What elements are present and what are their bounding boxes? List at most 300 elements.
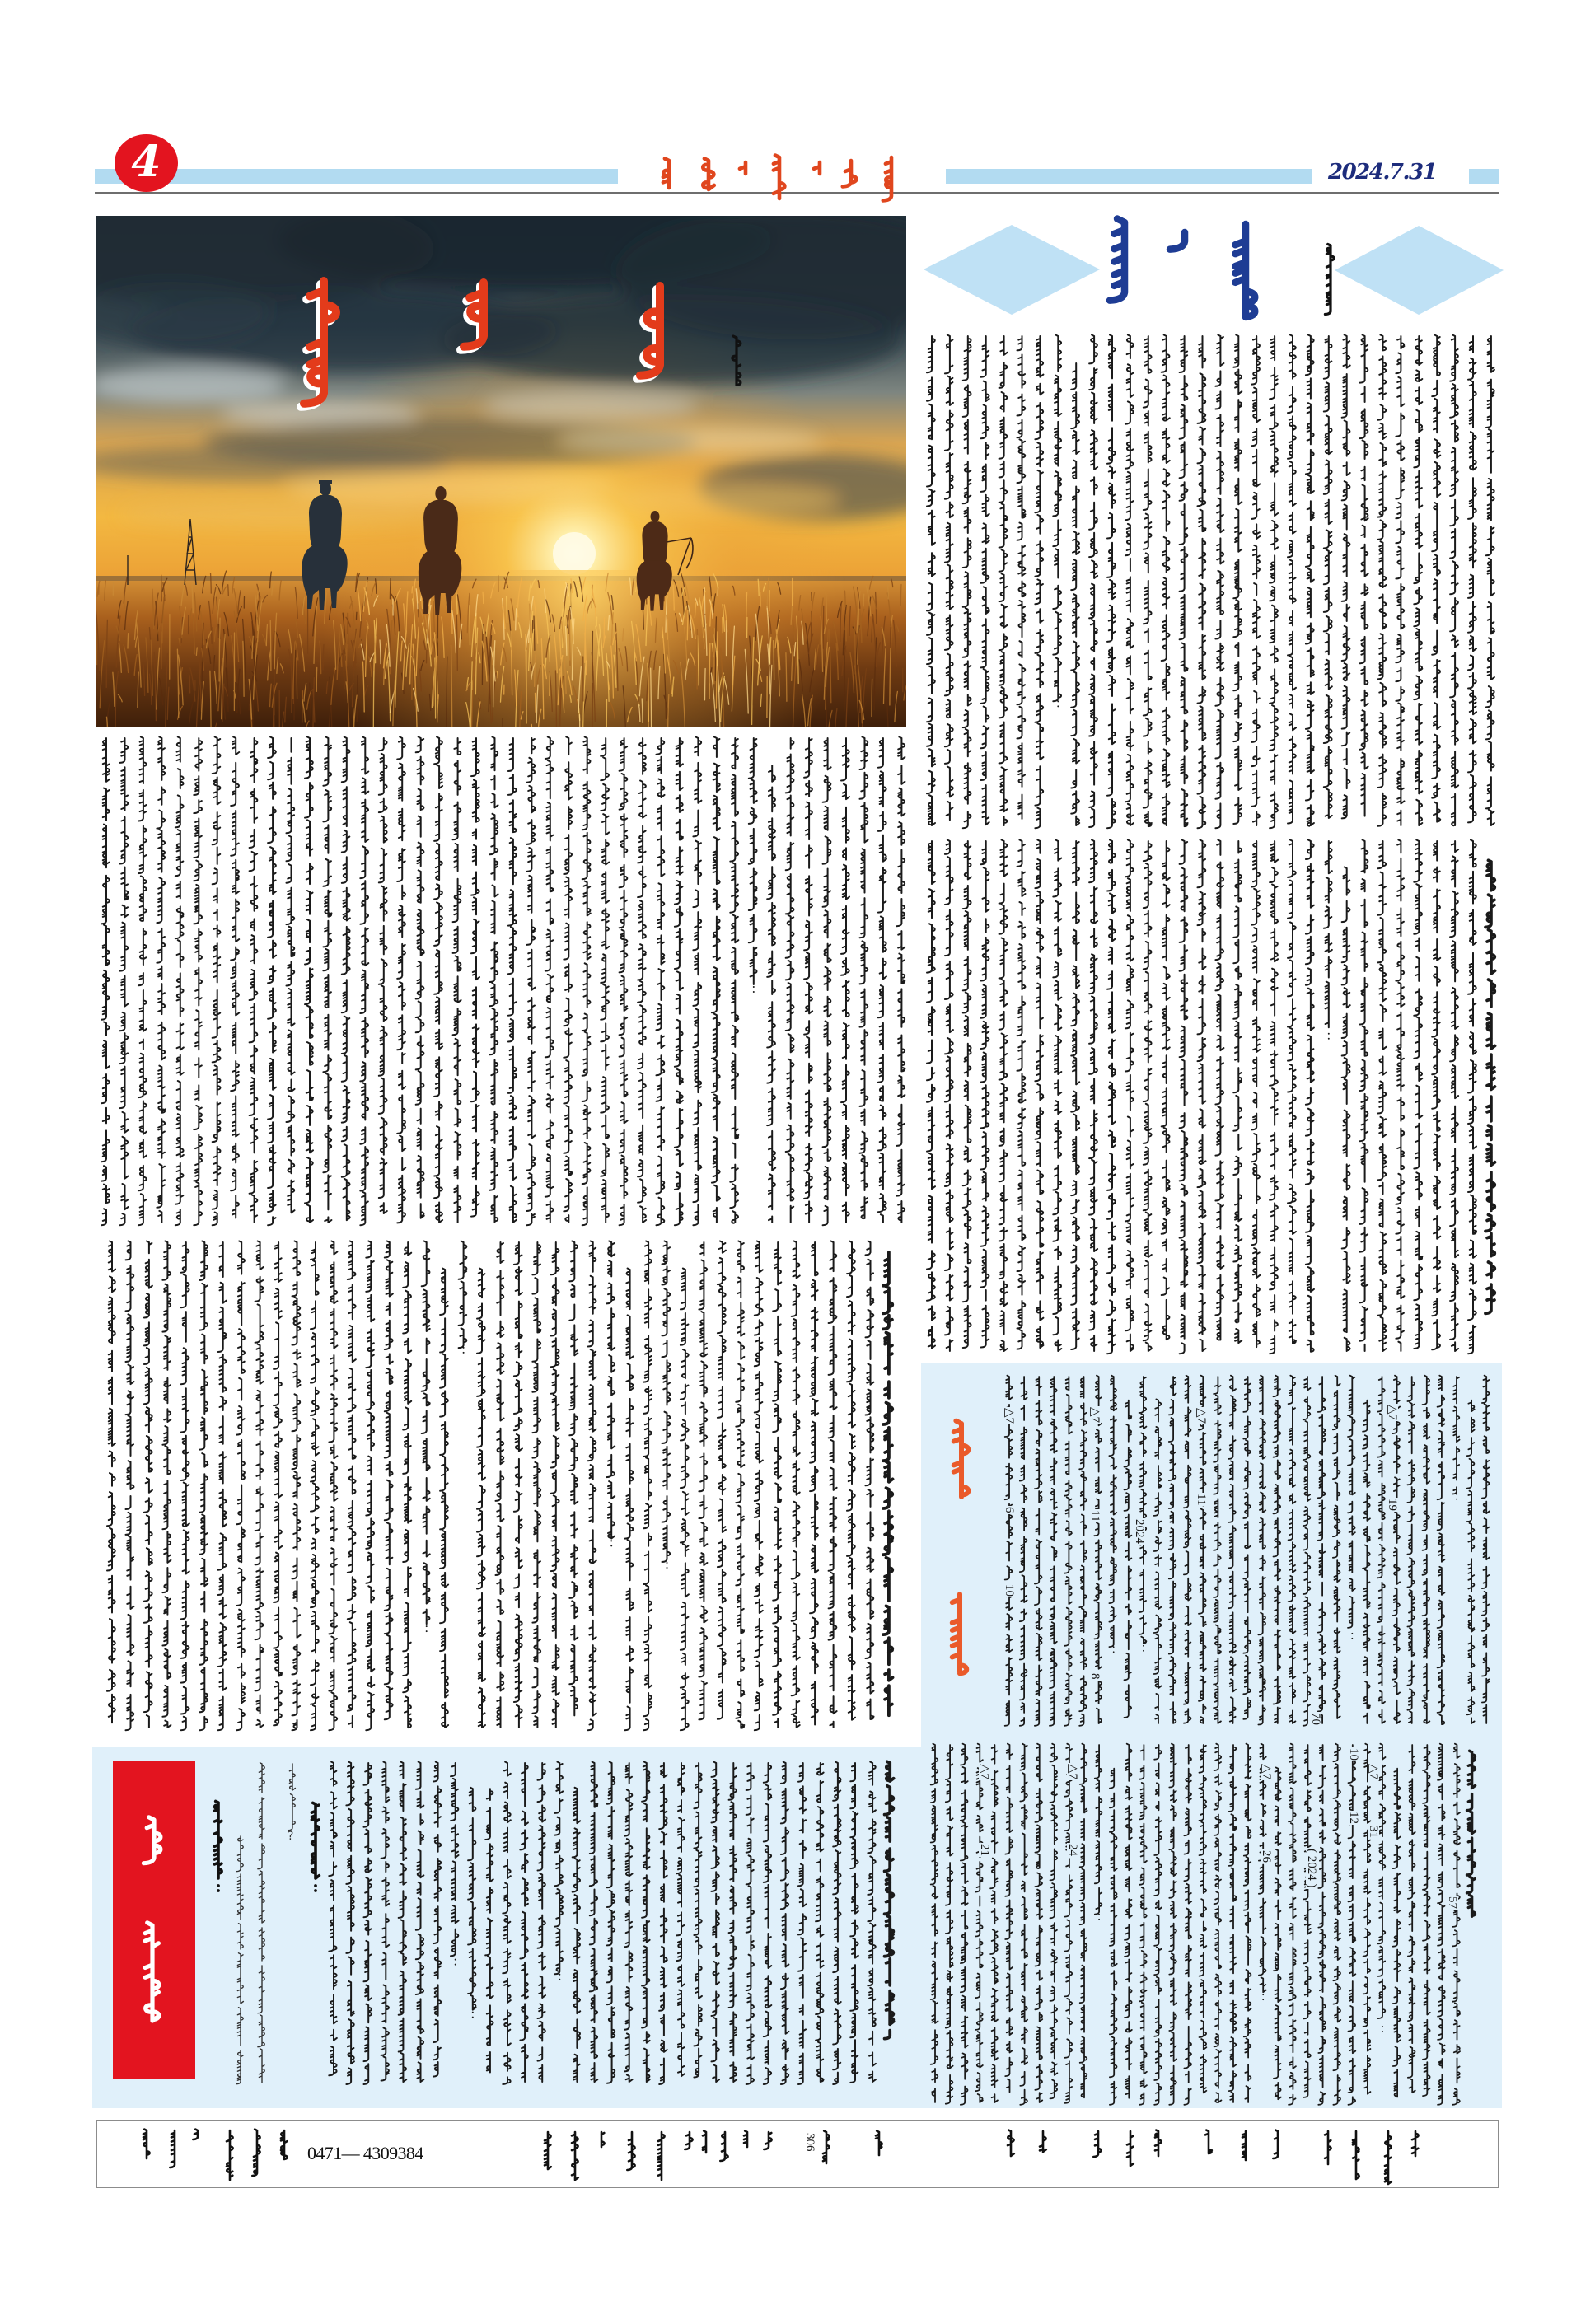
text-line: [250, 738, 258, 1223]
riddle-glyph: [237, 1874, 243, 1920]
colon-mark: [314, 1884, 317, 1887]
text-line: [624, 1763, 633, 2082]
text-line: [1393, 1769, 1401, 2097]
text-line: [1125, 1744, 1132, 2098]
brief-number: 70: [1309, 1713, 1322, 1725]
text-line: [1050, 1377, 1057, 1726]
masthead-title-glyph: [740, 162, 746, 174]
text-line: [729, 1763, 737, 2082]
text-line: [1289, 1376, 1296, 1723]
text-line: [311, 1242, 319, 1730]
text-line: [927, 841, 935, 1349]
text-line: [1180, 840, 1188, 1354]
text-line: [485, 1789, 493, 2072]
text-line: [453, 738, 461, 1223]
text-line: [1450, 335, 1458, 826]
text-line: [1139, 1745, 1147, 2105]
text-line: [1089, 840, 1097, 1352]
imprint-glyph: [1353, 2131, 1359, 2179]
text-line: [601, 738, 609, 1223]
text-line: [999, 336, 1008, 825]
text-line: [416, 1762, 424, 2082]
riddle-question-mark: ?: [288, 1830, 294, 1843]
text-line: [1199, 1376, 1206, 1723]
text-line: [477, 1269, 485, 1728]
brief-number: 8: [1088, 1673, 1102, 1680]
text-line: [1233, 841, 1242, 1343]
text-line: [606, 1241, 615, 1546]
text-line: [816, 1763, 824, 2082]
text-line: [1333, 1744, 1340, 2105]
text-line: [999, 840, 1008, 1352]
text-line: [781, 1762, 789, 2084]
brief-date-marker: △7: [1386, 1405, 1399, 1421]
riddle-heading-glyph: [214, 1801, 222, 1878]
right-article-text-lower: [924, 839, 1509, 1354]
text-line: [138, 737, 147, 1226]
imprint-glyph: [1205, 2130, 1212, 2153]
text-line: [1360, 335, 1368, 816]
brief-number: 21: [978, 1844, 991, 1856]
text-line: [1233, 335, 1242, 825]
news-brief-title: [927, 1400, 993, 1697]
text-line: [403, 1242, 411, 1728]
page-number: 4: [131, 137, 161, 187]
imprint-glyph: [685, 2132, 692, 2149]
text-line: [1414, 336, 1422, 825]
riddle-glyph: [259, 1928, 264, 1961]
text-line: [1064, 1377, 1072, 1726]
text-line: [101, 738, 110, 1225]
riddle-glyph: [288, 1794, 295, 1831]
text-line: [1274, 1376, 1281, 1723]
source-line: [885, 1761, 894, 2038]
text-line: [590, 1762, 598, 2082]
text-line: [1258, 1376, 1265, 1725]
text-line: [532, 1242, 540, 1728]
text-line: [397, 737, 405, 1223]
text-line: [946, 1745, 953, 2104]
text-line: [945, 335, 953, 821]
text-line: [1071, 841, 1079, 1349]
text-line: [1363, 1400, 1370, 1723]
text-line: [1184, 1745, 1191, 2105]
text-line: [551, 1242, 559, 1728]
text-line: [850, 1763, 858, 2083]
text-line: [1144, 841, 1152, 1351]
headline-glyph: [1170, 232, 1185, 250]
text-line: [681, 1269, 689, 1731]
text-line: [1349, 1745, 1356, 2105]
imprint-glyph: [227, 2130, 233, 2180]
riddle-glyph: [237, 2008, 243, 2046]
text-line: [471, 738, 479, 1217]
text-line: [459, 1241, 467, 1353]
imprint-room-number: 306: [803, 2133, 816, 2152]
masthead-title-glyph: [814, 162, 820, 174]
imprint-glyph: [703, 2131, 706, 2153]
text-line: [545, 737, 554, 1223]
imprint-glyph: [1093, 2131, 1101, 2157]
text-line: [810, 1242, 818, 1725]
text-line: [1438, 1376, 1445, 1724]
text-line: [1020, 1377, 1027, 1726]
text-line: [468, 1788, 476, 2018]
text-line: [385, 1241, 393, 1720]
text-line: [1468, 336, 1476, 822]
headline-glyph: [1235, 224, 1255, 317]
text-line: [213, 737, 221, 1226]
text-line: [379, 738, 387, 1213]
text-line: [399, 1762, 407, 2082]
brief-number: ( 2024 ): [1305, 1849, 1318, 1888]
imprint-glyph: [601, 2132, 605, 2147]
text-line: [662, 1241, 671, 1569]
text-line: [1360, 840, 1368, 1352]
section-label-text: [113, 1761, 195, 2079]
masthead-bar-right: [1469, 169, 1499, 184]
brief-number: 10: [1003, 1584, 1016, 1597]
text-line: [1289, 1744, 1296, 2105]
text-line: [364, 1763, 372, 2084]
text-line: [1423, 1376, 1430, 1723]
brief-number: 11: [1195, 1494, 1208, 1506]
text-line: [422, 1241, 430, 1632]
issue-date: 2024.7.31: [1328, 160, 1437, 185]
text-line: [712, 737, 720, 1223]
text-line: [1432, 335, 1440, 822]
text-line: [1180, 336, 1188, 826]
text-line: [1229, 1745, 1237, 2102]
masthead-title-glyph: [703, 159, 714, 190]
imprint-glyph: [193, 2130, 198, 2139]
source-line: [883, 1252, 893, 1715]
right-article-text-upper: [924, 334, 1509, 828]
text-line: [860, 737, 868, 1219]
text-line: [1162, 335, 1170, 826]
text-line: [1407, 1377, 1415, 1723]
masthead-title-glyph: [774, 156, 784, 199]
text-line: [1200, 1745, 1207, 2093]
text-line: [381, 1762, 390, 2081]
decorative-diamond-left: [924, 225, 1100, 315]
riddle-question-text: [231, 1761, 313, 2090]
text-line: [990, 1745, 998, 2102]
riddle-glyph: [259, 1798, 264, 1839]
text-line: [693, 737, 701, 1226]
imprint-glyph: [876, 2131, 882, 2155]
text-line: [1079, 1377, 1087, 1726]
text-line: [1270, 841, 1278, 1354]
riddle-glyph: [258, 1966, 264, 2013]
text-line: [268, 737, 276, 1226]
text-line: [433, 1762, 441, 2077]
feature-article-text-lower: [97, 1240, 913, 1730]
imprint-glyph: [1273, 2130, 1278, 2158]
text-line: [1144, 336, 1152, 826]
colon-mark: [217, 1889, 220, 1892]
text-line: [434, 737, 442, 1223]
text-line: [1482, 1376, 1490, 1723]
text-line: [1215, 335, 1223, 829]
imprint-glyph: [545, 2132, 551, 2169]
brief-number: 2024: [1133, 1519, 1146, 1544]
text-line: [1162, 841, 1170, 1340]
imprint-phone: 0471— 4309384: [307, 2143, 423, 2163]
text-line: [287, 738, 295, 1213]
brief-date-marker: △7: [978, 1764, 991, 1780]
imprint-glyph: [252, 2130, 260, 2176]
text-line: [878, 738, 886, 1223]
text-line: [1251, 841, 1260, 1347]
text-line: [749, 738, 757, 992]
text-line: [961, 1744, 968, 2105]
text-line: [490, 737, 498, 1223]
text-line: [767, 765, 775, 1223]
text-line: [1270, 336, 1278, 828]
text-line: [1378, 841, 1387, 1351]
text-line: [1089, 335, 1097, 828]
text-line: [1169, 1744, 1176, 2105]
text-line: [255, 1241, 264, 1728]
text-line: [348, 1241, 356, 1728]
text-line: [1017, 840, 1026, 1349]
page-number-badge: [115, 134, 178, 192]
text-line: [1450, 841, 1458, 1351]
byline-glyph: [1325, 244, 1334, 314]
text-line: [792, 1241, 800, 1728]
news-brief-text-upper: [993, 1374, 1495, 1726]
text-line: [1342, 335, 1350, 819]
text-line: [823, 738, 831, 1225]
imprint-glyph: [1412, 2131, 1419, 2156]
text-line: [181, 1242, 189, 1730]
text-line: [1065, 1744, 1073, 2103]
photo-title-byline: [96, 216, 906, 727]
text-line: [1053, 335, 1061, 707]
text-line: [1094, 1376, 1102, 1723]
text-line: [841, 738, 849, 1223]
brief-date-marker: △7: [1195, 1408, 1208, 1424]
text-line: [555, 1762, 564, 1980]
right-article-headline: [1096, 216, 1285, 327]
text-line: [1432, 841, 1440, 1349]
brief-number: 11: [1088, 1510, 1102, 1522]
brief-number: 12: [1347, 1812, 1360, 1824]
text-line: [1003, 1376, 1016, 1726]
text-line: [746, 1763, 755, 2084]
brief-number: 31: [1367, 1826, 1380, 1838]
text-line: [1414, 840, 1422, 1349]
text-line: [981, 841, 989, 1348]
riddle-glyph: [236, 2050, 243, 2084]
label-glyph: [143, 1817, 160, 1863]
text-line: [1080, 1744, 1088, 2098]
decorative-diamond-right: [1335, 226, 1504, 315]
text-line: [1333, 1376, 1340, 1718]
text-line: [1184, 1376, 1191, 1723]
text-line: [755, 1241, 763, 1731]
text-line: [829, 1241, 837, 1728]
text-line: [1020, 1744, 1027, 2105]
imprint-glyph: [143, 2130, 150, 2158]
text-line: [360, 737, 368, 1226]
imprint-glyph: [1242, 2131, 1246, 2160]
feature-article-text-upper: [97, 736, 913, 1225]
text-line: [1452, 1377, 1460, 1499]
text-line: [1109, 1376, 1116, 1653]
text-line: [1378, 1744, 1386, 2032]
text-line: [625, 1269, 634, 1731]
text-line: [1467, 1400, 1475, 1723]
text-line: [1169, 1377, 1176, 1723]
text-line: [1125, 1400, 1132, 1718]
text-line: [1348, 1376, 1355, 1639]
news-brief-text-lower: [924, 1742, 1501, 2105]
text-line: [1215, 840, 1223, 1340]
brief-number: 10: [1347, 1748, 1360, 1761]
text-line: [1423, 1745, 1430, 2096]
text-line: [1486, 336, 1494, 825]
text-line: [1318, 1745, 1326, 2105]
text-line: [1396, 336, 1404, 825]
text-line: [694, 1763, 702, 2078]
text-line: [236, 1241, 245, 1731]
text-line: [718, 1241, 726, 1719]
imprint-glyph: [627, 2132, 634, 2170]
text-line: [1468, 840, 1476, 1354]
text-line: [126, 1241, 134, 1731]
text-line: [1342, 867, 1350, 1352]
text-line: [231, 737, 239, 1218]
text-line: [1154, 1745, 1162, 2105]
colon-mark: [217, 1884, 220, 1887]
text-line: [451, 1763, 459, 1965]
text-line: [1306, 840, 1314, 1352]
masthead-title-glyph: [663, 159, 669, 189]
imprint-glyph: [1040, 2131, 1046, 2152]
text-line: [736, 1241, 744, 1728]
text-line: [292, 1241, 301, 1731]
text-line: [1071, 363, 1079, 825]
text-line: [1017, 336, 1026, 819]
text-line: [514, 1242, 522, 1728]
text-line: [346, 1762, 354, 2084]
text-line: [659, 1763, 667, 2084]
imprint-glyph: [1008, 2130, 1014, 2156]
text-line: [342, 737, 350, 1221]
text-line: [1035, 840, 1043, 1349]
brief-number: 26: [1260, 1850, 1273, 1863]
text-line: [120, 738, 129, 1225]
text-line: [508, 738, 517, 1223]
text-line: [1408, 1745, 1415, 2093]
text-line: [1438, 1744, 1445, 2105]
text-line: [1244, 1744, 1251, 2102]
riddle-answer-text: [325, 1761, 902, 2084]
text-line: [764, 1763, 772, 2084]
text-line: [1306, 335, 1314, 826]
riddle-glyph: [259, 1871, 264, 1923]
text-line: [607, 1762, 615, 2083]
riddle-glyph: [258, 1844, 264, 1869]
text-line: [1228, 1376, 1236, 1723]
text-line: [1324, 336, 1332, 818]
text-line: [496, 1242, 504, 1728]
brief-number: 6: [1003, 1507, 1016, 1513]
text-line: [107, 1241, 115, 1723]
text-line: [804, 738, 812, 1223]
imprint-glyph: [823, 2131, 830, 2163]
text-line: [199, 1241, 208, 1731]
text-line: [1396, 840, 1404, 1352]
text-line: [1274, 1767, 1281, 2099]
text-line: [573, 1788, 581, 2082]
text-line: [833, 1762, 841, 2084]
text-line: [963, 841, 971, 1348]
text-line: [1107, 840, 1116, 1354]
text-line: [1363, 1744, 1371, 2094]
text-line: [1095, 1745, 1102, 1920]
text-line: [847, 1241, 855, 1720]
brief-number: 19: [1386, 1499, 1399, 1511]
text-line: [1452, 1744, 1460, 2105]
text-line: [440, 1269, 448, 1728]
label-glyph: [145, 1923, 159, 2021]
brief-number: 24: [1066, 1844, 1079, 1856]
text-line: [1110, 1769, 1117, 2105]
text-line: [416, 737, 424, 1218]
riddle-glyph: [236, 1836, 243, 1872]
text-line: [773, 1242, 781, 1728]
brief-date-marker: △7: [1367, 1764, 1380, 1780]
colon-mark: [314, 1889, 317, 1892]
box-title-glyph: [952, 1594, 966, 1673]
brief-number: 57: [1446, 1896, 1459, 1909]
text-line: [1050, 1744, 1058, 2099]
text-line: [657, 738, 665, 1225]
headline-glyph: [1110, 219, 1125, 301]
text-line: [1053, 840, 1061, 1352]
text-line: [366, 1241, 374, 1731]
text-line: [329, 1241, 337, 1731]
text-line: [194, 738, 202, 1225]
text-line: [569, 1241, 578, 1716]
text-line: [162, 1241, 171, 1728]
text-line: [1125, 840, 1134, 1352]
text-line: [975, 1744, 983, 2102]
text-line: [786, 738, 794, 1223]
text-line: [868, 1762, 876, 2082]
source-line: [1485, 860, 1495, 1313]
brief-date-marker: △7: [1088, 1407, 1102, 1424]
text-line: [927, 336, 935, 825]
text-line: [699, 1242, 707, 1719]
text-line: [1378, 335, 1387, 826]
text-line: [1035, 1744, 1042, 2102]
text-line: [712, 1762, 720, 2082]
text-line: [643, 1241, 652, 1731]
text-line: [963, 336, 971, 828]
masthead-title-glyph: [843, 161, 857, 186]
text-line: [538, 1763, 546, 2082]
text-line: [1035, 1377, 1042, 1726]
imprint-glyph: [744, 2131, 747, 2147]
imprint-glyph: [658, 2132, 665, 2180]
text-line: [1259, 1744, 1266, 2000]
imprint-glyph: [1325, 2131, 1331, 2164]
text-line: [1035, 336, 1043, 828]
